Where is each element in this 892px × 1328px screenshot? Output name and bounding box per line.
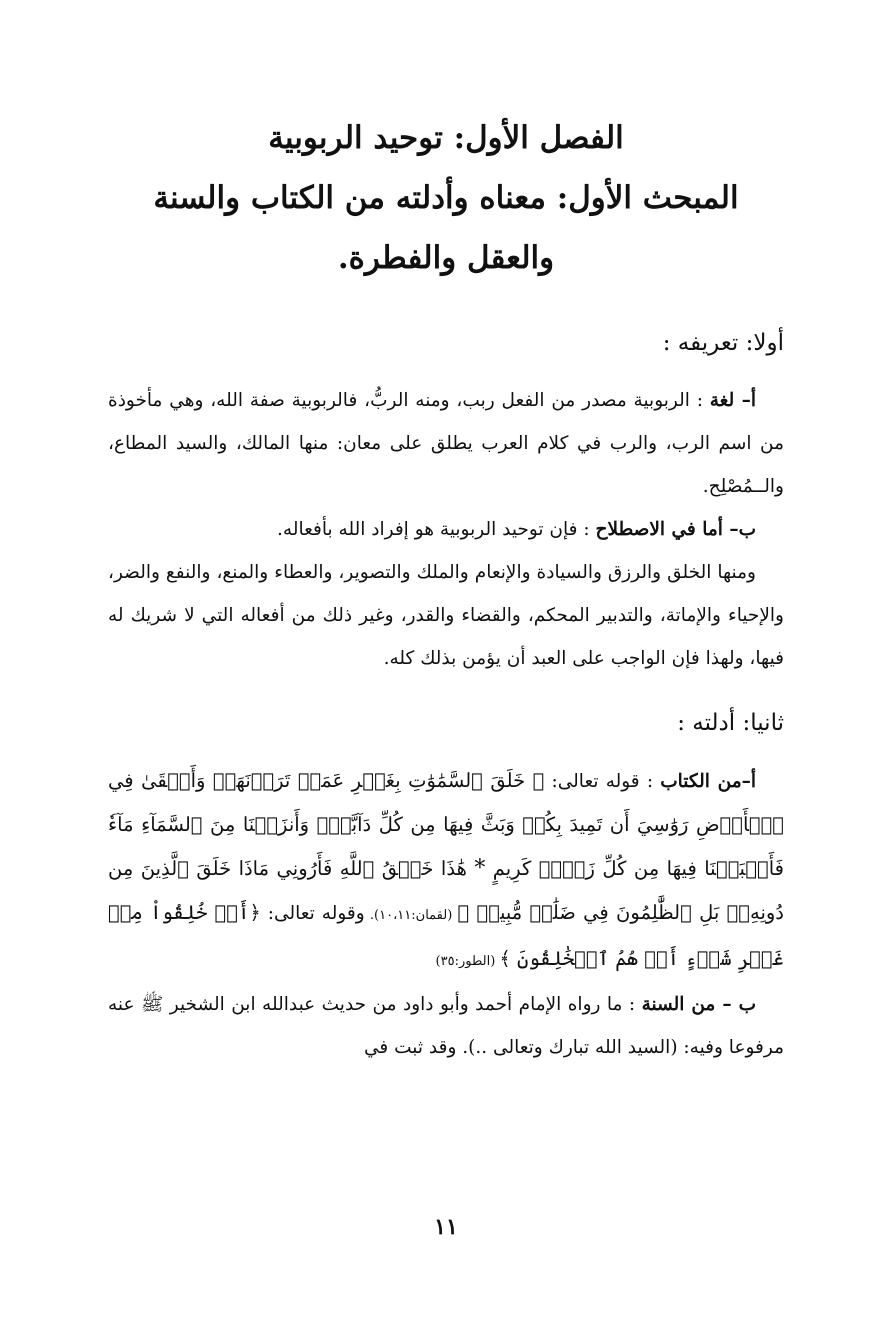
text-istilah: : فإن توحيد الربوبية هو إفراد الله بأفعاله. <box>277 519 596 540</box>
quran-bracket-open: ﴿ <box>532 769 545 792</box>
paragraph-afaal: ومنها الخلق والرزق والسيادة والإنعام والملك والتصوير، والعطاء والمنع، والنفع والضر، والإحياء والإماتة، والتدبير المحكم، والقضاء والقدر، وغير ذلك من أفعاله التي لا شريك له فيها، ولهذا فإن الواجب على العبد أن يؤمن بذلك كله. <box>108 562 784 669</box>
page-body <box>108 322 784 1069</box>
heading-definition: أولا: تعريفه : <box>662 330 784 356</box>
text-sunna: : ما رواه الإمام أحمد وأبو داود من حديث عبدالله ابن الشخير ﷺ عنه مرفوعا وفيه: (السيد الله تبارك وتعالى ..). وقد ثبت في <box>108 994 784 1058</box>
heading-evidence: ثانيا: أدلته : <box>677 710 784 736</box>
quran-bracket-open-2: ﴿ <box>249 901 261 924</box>
label-kitab: أ–من الكتاب <box>660 771 756 792</box>
quran-verse-luqman-10: خَلَقَ ٱلسَّمَٰوَٰتِ بِغَيۡرِ عَمَدٖ تَرَوۡنَهَاۖ وَأَلۡقَىٰ فِي ٱلۡأَرۡضِ رَوَٰسِيَ أَن تَمِيدَ بِكُمۡ وَبَثَّ فِيهَا مِن كُلِّ دَآبَّةٖۚ وَأَنزَلۡنَا مِنَ ٱلسَّمَآءِ مَآءٗ فَأَنۢبَتۡنَا فِيهَا مِن كُلِّ زَوۡجٖ كَرِيمٍ <box>108 769 785 880</box>
title-block <box>0 108 892 288</box>
section-title-line-1: المبحث الأول: معناه وأدلته من الكتاب والسنة <box>153 180 739 216</box>
page-number: ١١ <box>434 1214 458 1240</box>
paragraph-kitab <box>108 759 784 983</box>
quran-verse-luqman-11: هَٰذَا خَلۡقُ ٱللَّهِ فَأَرُونِي مَاذَا خَلَقَ ٱلَّذِينَ مِن دُونِهِۦۚ بَلِ ٱلظَّٰلِمُونَ فِي ضَلَٰلٖ مُّبِينٖ <box>108 857 784 924</box>
spacer <box>108 680 784 702</box>
verse-reference-tur: (الطور:٣٥) <box>435 954 500 969</box>
section-title-line-2: والعقل والفطرة. <box>337 240 555 276</box>
label-sunna: ب – من السنة <box>641 994 757 1015</box>
quran-bracket-close: ﴾ <box>457 901 470 924</box>
quran-bracket-close-2: ﴾ <box>499 947 511 970</box>
quran-verse-tur-35: أَمۡ خُلِقُواْ مِنۡ غَيۡرِ شَيۡءٍ أَمۡ هُمُ ٱلۡخَٰلِقُونَ <box>108 901 784 970</box>
text-kitab-intro: : قوله تعالى: <box>544 771 661 792</box>
paragraph-istilah <box>108 508 784 551</box>
text-lugha: : الربوبية مصدر من الفعل ربب، ومنه الربُّ، فالربوبية صفة الله، وهي مأخوذة من اسم الرب، والرب في كلام العرب يطلق على معان: منها المالك، والسيد المطاع، والــمُصْلِح. <box>108 390 784 497</box>
label-istilah: ب– أما في الاصطلاح <box>595 519 756 540</box>
verse-separator-ornament: * <box>474 856 486 881</box>
verse-reference-luqman: (لقمان:١٠،١١). <box>364 908 458 923</box>
paragraph-lugha <box>108 379 784 508</box>
label-lugha: أ– لغة <box>709 390 757 411</box>
text-kitab-mid: وقوله تعالى: <box>260 903 365 924</box>
paragraph-sunna <box>108 983 784 1069</box>
chapter-title: الفصل الأول: توحيد الربوبية <box>268 120 624 156</box>
